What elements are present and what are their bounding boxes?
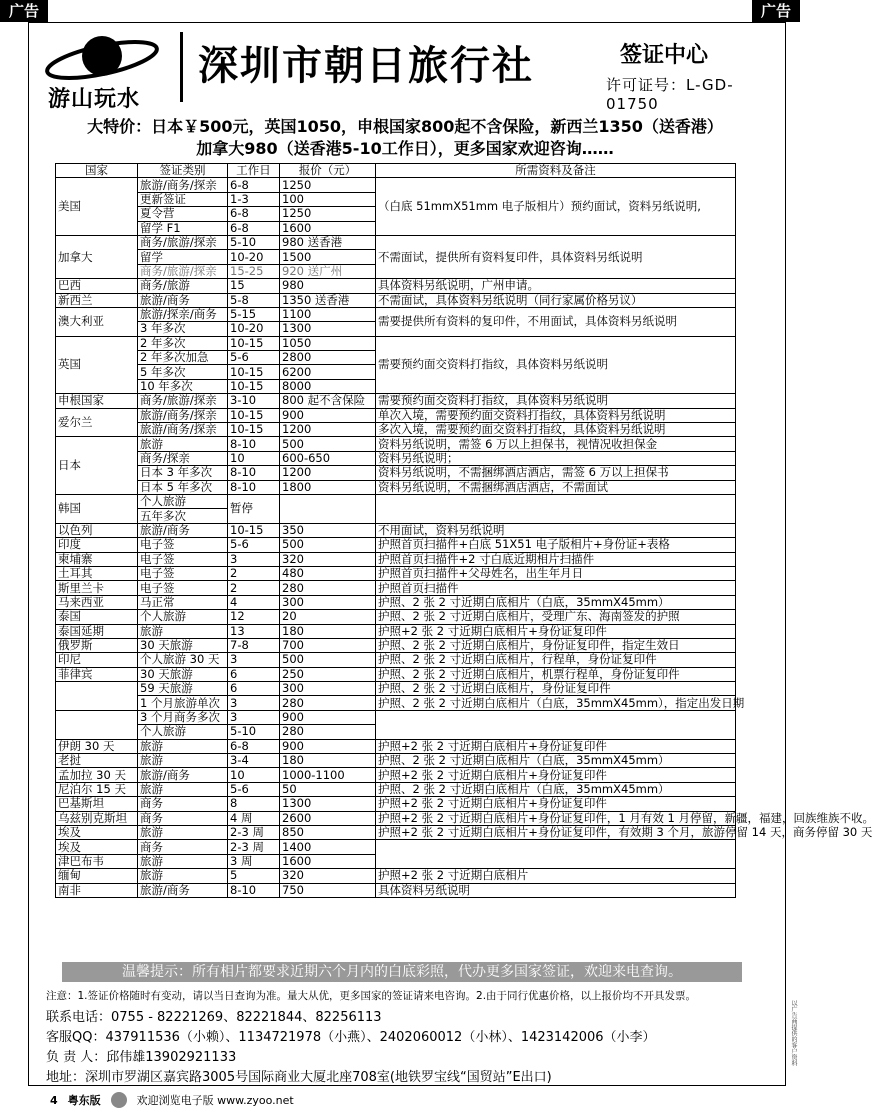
notes-cell: 护照首页扫描件	[376, 581, 736, 595]
visa-type-cell: 商务/探亲	[138, 451, 228, 465]
price-cell: 1600	[280, 221, 376, 235]
notes-cell: 护照+2 张 2 寸近期白底相片	[376, 869, 736, 883]
visa-type-cell: 马正常	[138, 595, 228, 609]
workdays-cell: 3-10	[228, 394, 280, 408]
page-footer	[50, 1092, 294, 1108]
table-row	[56, 307, 736, 321]
table-header-cell: 国家	[56, 164, 138, 178]
notes-cell: 资料另纸说明，不需捆绑酒店酒店，不需面试	[376, 480, 736, 494]
visa-type-cell: 个人旅游	[138, 494, 228, 508]
workdays-cell: 5-10	[228, 725, 280, 739]
visa-type-cell: 旅游	[138, 869, 228, 883]
table-body	[56, 177, 874, 898]
country-cell: 菲律宾	[56, 667, 138, 681]
table-row	[56, 235, 736, 249]
table-row	[56, 797, 736, 811]
workdays-cell: 3 周	[228, 854, 280, 868]
workdays-cell: 暂停	[228, 494, 280, 523]
price-cell: 900	[280, 739, 376, 753]
notes-cell: 具体资料另纸说明，广州申请。	[376, 279, 736, 293]
price-cell: 1200	[280, 423, 376, 437]
notes-cell: 护照首页扫描件+2 寸白底近期相片扫描件	[376, 552, 736, 566]
table-row	[56, 710, 736, 724]
workdays-cell: 5-15	[228, 307, 280, 321]
table-row	[56, 610, 736, 624]
notes-cell: 需要提供所有资料的复印件，不用面试，具体资料另纸说明	[376, 307, 736, 336]
notes-cell	[376, 710, 736, 739]
table-row	[56, 739, 736, 753]
price-cell: 320	[280, 869, 376, 883]
visa-type-cell: 旅游/商务	[138, 768, 228, 782]
contact-manager: 负 责 人：邱伟雄13902921133	[46, 1050, 237, 1065]
workdays-cell: 6	[228, 682, 280, 696]
price-cell: 250	[280, 667, 376, 681]
price-cell: 1100	[280, 307, 376, 321]
workdays-cell: 5-10	[228, 235, 280, 249]
price-cell: 920 送广州	[280, 264, 376, 278]
price-cell: 1300	[280, 322, 376, 336]
table-row	[56, 293, 736, 307]
notes-cell: 护照+2 张 2 寸近期白底相片+身份证复印件，有效期 3 个月，旅游停留 14 天，商务停留 30 天	[376, 825, 736, 839]
notes-cell	[376, 840, 736, 869]
table-row	[56, 408, 736, 422]
visa-type-cell: 旅游/商务/探亲	[138, 423, 228, 437]
table-header-cell: 所需资料及备注	[376, 164, 736, 178]
workdays-cell: 5-6	[228, 351, 280, 365]
country-cell: 日本	[56, 437, 138, 495]
table-row	[56, 840, 736, 854]
visa-type-cell: 商务/旅游/探亲	[138, 394, 228, 408]
price-cell: 280	[280, 581, 376, 595]
country-cell: 埃及	[56, 840, 138, 854]
price-cell: 1400	[280, 840, 376, 854]
price-cell: 280	[280, 696, 376, 710]
planet-logo-icon	[40, 28, 170, 88]
price-cell: 280	[280, 725, 376, 739]
workdays-cell: 2-3 周	[228, 840, 280, 854]
price-cell: 850	[280, 825, 376, 839]
visa-type-cell: 旅游/商务	[138, 883, 228, 897]
visa-type-cell: 2 年多次加急	[138, 351, 228, 365]
workdays-cell: 3-4	[228, 754, 280, 768]
country-cell: 俄罗斯	[56, 638, 138, 652]
workdays-cell: 6-8	[228, 739, 280, 753]
price-cell: 8000	[280, 379, 376, 393]
visa-type-cell: 旅游/商务	[138, 293, 228, 307]
visa-type-cell: 30 天旅游	[138, 667, 228, 681]
page-number: 4	[50, 1093, 58, 1107]
price-cell: 1500	[280, 250, 376, 264]
table-row	[56, 279, 736, 293]
table-row	[56, 869, 736, 883]
price-cell: 1800	[280, 480, 376, 494]
workdays-cell: 8-10	[228, 466, 280, 480]
price-cell: 100	[280, 192, 376, 206]
visa-type-cell: 3 年多次	[138, 322, 228, 336]
country-cell: 老挝	[56, 754, 138, 768]
workdays-cell: 8-10	[228, 437, 280, 451]
notes-cell: 护照、2 张 2 寸近期白底相片，身份证复印件，指定生效日	[376, 638, 736, 652]
header-divider	[180, 32, 183, 102]
table-row	[56, 653, 736, 667]
table-row	[56, 566, 736, 580]
price-cell: 1600	[280, 854, 376, 868]
table-row	[56, 682, 736, 696]
notes-cell: 资料另纸说明；	[376, 451, 736, 465]
workdays-cell: 10	[228, 451, 280, 465]
notes-cell: 护照+2 张 2 寸近期白底相片+身份证复印件	[376, 797, 736, 811]
visa-type-cell: 旅游/商务/探亲	[138, 178, 228, 192]
logo-text: 游山玩水	[48, 87, 141, 112]
visa-type-cell: 5 年多次	[138, 365, 228, 379]
price-cell: 20	[280, 610, 376, 624]
visa-type-cell: 商务	[138, 811, 228, 825]
country-cell: 加拿大	[56, 235, 138, 278]
country-cell: 南非	[56, 883, 138, 897]
notes-cell	[376, 494, 736, 523]
notes-cell: 具体资料另纸说明	[376, 883, 736, 897]
table-row	[56, 466, 736, 480]
country-cell: 泰国	[56, 610, 138, 624]
notes-cell: 单次入境，需要预约面交资料打指纹，具体资料另纸说明	[376, 408, 736, 422]
visa-type-cell: 电子签	[138, 538, 228, 552]
country-cell: 尼泊尔 15 天	[56, 782, 138, 796]
price-cell: 1200	[280, 466, 376, 480]
workdays-cell: 3	[228, 552, 280, 566]
visa-type-cell: 电子签	[138, 581, 228, 595]
contact-qq: 客服QQ：437911536（小赖）、1134721978（小燕）、2402060012（小林）、1423142006（小李）	[46, 1030, 656, 1045]
price-cell: 900	[280, 710, 376, 724]
ad-label-right: 广告	[752, 0, 800, 22]
visa-type-cell: 个人旅游	[138, 725, 228, 739]
price-cell: 1000-1100	[280, 768, 376, 782]
visa-type-cell: 旅游/商务/探亲	[138, 408, 228, 422]
visa-type-cell: 商务	[138, 840, 228, 854]
notes-cell: 护照、2 张 2 寸近期白底相片（白底，35mmX45mm），指定出发日期	[376, 696, 736, 710]
table-row	[56, 667, 736, 681]
notes-cell: 护照+2 张 2 寸近期白底相片+身份证复印件	[376, 624, 736, 638]
workdays-cell: 15-25	[228, 264, 280, 278]
table-row	[56, 782, 736, 796]
price-cell: 600-650	[280, 451, 376, 465]
visa-type-cell: 日本 5 年多次	[138, 480, 228, 494]
table-row	[56, 595, 736, 609]
visa-type-cell: 五年多次	[138, 509, 228, 523]
workdays-cell: 10-20	[228, 250, 280, 264]
price-cell: 700	[280, 638, 376, 652]
table-header-cell: 工作日	[228, 164, 280, 178]
workdays-cell: 6	[228, 667, 280, 681]
visa-type-cell: 旅游	[138, 437, 228, 451]
workdays-cell: 8-10	[228, 883, 280, 897]
price-cell: 900	[280, 408, 376, 422]
table-row	[56, 768, 736, 782]
country-cell: 乌兹别克斯坦	[56, 811, 138, 825]
workdays-cell: 10-15	[228, 365, 280, 379]
workdays-cell: 5	[228, 869, 280, 883]
country-cell: 以色列	[56, 523, 138, 537]
promo-line-2: 加拿大980（送香港5-10工作日），更多国家欢迎咨询……	[196, 139, 614, 158]
visa-type-cell: 旅游	[138, 754, 228, 768]
header	[40, 24, 780, 113]
country-cell: 马来西亚	[56, 595, 138, 609]
notes-cell: 护照+2 张 2 寸近期白底相片+身份证复印件	[376, 739, 736, 753]
notes-cell: 护照首页扫描件+父母姓名，出生年月日	[376, 566, 736, 580]
table-row	[56, 451, 736, 465]
visa-center-title: 签证中心	[620, 43, 709, 68]
notes-cell: 需要预约面交资料打指纹，具体资料另纸说明	[376, 394, 736, 408]
price-cell: 1250	[280, 178, 376, 192]
notes-cell: 护照+2 张 2 寸近期白底相片+身份证复印件	[376, 768, 736, 782]
table-header-cell: 报价（元）	[280, 164, 376, 178]
table-row	[56, 696, 736, 710]
notes-cell: 不用面试，资料另纸说明	[376, 523, 736, 537]
notes-cell: 资料另纸说明，不需捆绑酒店酒店，需签 6 万以上担保书	[376, 466, 736, 480]
visa-type-cell: 3 个月商务多次	[138, 710, 228, 724]
visa-type-cell: 个人旅游 30 天	[138, 653, 228, 667]
contact-phone: 联系电话：0755 - 82221269、82221844、82256113	[46, 1010, 382, 1025]
visa-type-cell: 旅游	[138, 782, 228, 796]
table-row	[56, 552, 736, 566]
visa-type-cell: 商务/旅游/探亲	[138, 235, 228, 249]
notes-cell: 需要预约面交资料打指纹，具体资料另纸说明	[376, 336, 736, 394]
table-row	[56, 336, 736, 350]
table-row	[56, 437, 736, 451]
workdays-cell: 5-6	[228, 782, 280, 796]
table-row	[56, 494, 736, 508]
workdays-cell: 3	[228, 653, 280, 667]
price-cell: 50	[280, 782, 376, 796]
country-cell: 津巴布韦	[56, 854, 138, 868]
company-name: 深圳市朝日旅行社	[198, 43, 534, 89]
side-note: 以广告商提供的客户资料	[790, 1000, 797, 1066]
visa-type-cell: 留学 F1	[138, 221, 228, 235]
table-row	[56, 638, 736, 652]
price-cell: 1050	[280, 336, 376, 350]
price-cell: 980	[280, 279, 376, 293]
notes-cell: 不需面试，提供所有资料复印件，具体资料另纸说明	[376, 235, 736, 278]
workdays-cell: 8-10	[228, 480, 280, 494]
workdays-cell: 6-8	[228, 207, 280, 221]
workdays-cell: 10	[228, 768, 280, 782]
table-row	[56, 624, 736, 638]
price-cell: 6200	[280, 365, 376, 379]
country-cell: 澳大利亚	[56, 307, 138, 336]
visa-type-cell: 商务/旅游	[138, 279, 228, 293]
notes-cell: 护照首页扫描件+白底 51X51 电子版相片+身份证+表格	[376, 538, 736, 552]
price-cell: 480	[280, 566, 376, 580]
notes-cell: 护照、2 张 2 寸近期白底相片，机票行程单，身份证复印件	[376, 667, 736, 681]
price-cell: 1300	[280, 797, 376, 811]
price-cell: 750	[280, 883, 376, 897]
price-cell: 350	[280, 523, 376, 537]
table-row	[56, 883, 736, 897]
visa-type-cell: 1 个月旅游单次	[138, 696, 228, 710]
visa-type-cell: 旅游	[138, 624, 228, 638]
visa-type-cell: 留学	[138, 250, 228, 264]
notes-cell: 护照、2 张 2 寸近期白底相片（白底，35mmX45mm）	[376, 754, 736, 768]
license-number: 许可证号：L-GD-01750	[606, 76, 734, 113]
visa-type-cell: 旅游	[138, 825, 228, 839]
notes-cell: 护照、2 张 2 寸近期白底相片，身份证复印件	[376, 682, 736, 696]
country-cell	[56, 710, 138, 739]
country-cell: 斯里兰卡	[56, 581, 138, 595]
visa-type-cell: 旅游	[138, 739, 228, 753]
notes-cell: 资料另纸说明，需签 6 万以上担保书，视情况收担保金	[376, 437, 736, 451]
country-cell: 爱尔兰	[56, 408, 138, 437]
visa-type-cell: 个人旅游	[138, 610, 228, 624]
table-row	[56, 754, 736, 768]
workdays-cell: 6-8	[228, 178, 280, 192]
visa-type-cell: 更新签证	[138, 192, 228, 206]
price-cell: 500	[280, 653, 376, 667]
price-cell: 500	[280, 538, 376, 552]
price-cell	[280, 494, 376, 523]
country-cell: 巴基斯坦	[56, 797, 138, 811]
warm-tip: 温馨提示：所有相片都要求近期六个月内的白底彩照，代办更多国家签证，欢迎来电查询。	[62, 962, 742, 982]
country-cell: 孟加拉 30 天	[56, 768, 138, 782]
country-cell: 柬埔寨	[56, 552, 138, 566]
notes-cell: 不需面试，具体资料另纸说明（同行家属价格另议）	[376, 293, 736, 307]
workdays-cell: 5-8	[228, 293, 280, 307]
table-header-cell: 签证类别	[138, 164, 228, 178]
logo	[40, 28, 170, 112]
table-row	[56, 423, 736, 437]
country-cell: 泰国延期	[56, 624, 138, 638]
visa-price-table	[55, 163, 874, 898]
workdays-cell: 10-20	[228, 322, 280, 336]
price-cell: 1250	[280, 207, 376, 221]
edition-badge-icon	[111, 1092, 127, 1108]
notes-cell: 护照、2 张 2 寸近期白底相片（白底，35mmX45mm）	[376, 782, 736, 796]
country-cell: 韩国	[56, 494, 138, 523]
workdays-cell: 10-15	[228, 523, 280, 537]
notes-cell: 护照、2 张 2 寸近期白底相片，受理广东、海南签发的护照	[376, 610, 736, 624]
workdays-cell: 10-15	[228, 423, 280, 437]
visa-type-cell: 旅游	[138, 854, 228, 868]
visa-type-cell: 2 年多次	[138, 336, 228, 350]
table-row	[56, 523, 736, 537]
price-cell: 800 起不含保险	[280, 394, 376, 408]
price-cell: 180	[280, 754, 376, 768]
visa-type-cell: 日本 3 年多次	[138, 466, 228, 480]
table-row	[56, 538, 736, 552]
visa-type-cell: 商务/旅游/探亲	[138, 264, 228, 278]
table-row	[56, 480, 736, 494]
country-cell: 缅甸	[56, 869, 138, 883]
workdays-cell: 13	[228, 624, 280, 638]
workdays-cell: 6-8	[228, 221, 280, 235]
country-cell: 伊朗 30 天	[56, 739, 138, 753]
notes-cell: 护照、2 张 2 寸近期白底相片（白底，35mmX45mm）	[376, 595, 736, 609]
visa-type-cell: 商务	[138, 797, 228, 811]
workdays-cell: 7-8	[228, 638, 280, 652]
visa-type-cell: 夏令营	[138, 207, 228, 221]
table-row	[56, 825, 736, 839]
workdays-cell: 4 周	[228, 811, 280, 825]
price-cell: 320	[280, 552, 376, 566]
country-cell: 埃及	[56, 825, 138, 839]
workdays-cell: 1-3	[228, 192, 280, 206]
country-cell: 印尼	[56, 653, 138, 667]
table-row	[56, 581, 736, 595]
workdays-cell: 2-3 周	[228, 825, 280, 839]
notes-cell: 多次入境，需要预约面交资料打指纹，具体资料另纸说明	[376, 423, 736, 437]
notes-cell: （白底 51mmX51mm 电子版相片）预约面试，资料另纸说明,	[376, 178, 736, 236]
ad-label-left: 广告	[0, 0, 48, 22]
price-cell: 180	[280, 624, 376, 638]
table-header-row	[56, 164, 736, 178]
notes-cell: 护照+2 张 2 寸近期白底相片+身份证复印件，1 月有效 1 月停留，新疆，福建，回族维族不收。	[376, 811, 736, 825]
workdays-cell: 3	[228, 710, 280, 724]
visa-type-cell: 电子签	[138, 552, 228, 566]
notes-cell: 护照、2 张 2 寸近期白底相片，行程单，身份证复印件	[376, 653, 736, 667]
workdays-cell: 4	[228, 595, 280, 609]
country-cell: 土耳其	[56, 566, 138, 580]
country-cell: 英国	[56, 336, 138, 394]
workdays-cell: 5-6	[228, 538, 280, 552]
workdays-cell: 10-15	[228, 336, 280, 350]
promo	[40, 116, 770, 160]
price-cell: 500	[280, 437, 376, 451]
workdays-cell: 3	[228, 696, 280, 710]
table-row	[56, 394, 736, 408]
visa-type-cell: 旅游/商务	[138, 523, 228, 537]
country-cell: 巴西	[56, 279, 138, 293]
table-row	[56, 178, 736, 192]
workdays-cell: 12	[228, 610, 280, 624]
visa-type-cell: 10 年多次	[138, 379, 228, 393]
edition-label: 粤东版	[67, 1094, 101, 1107]
country-cell	[56, 682, 138, 711]
visa-type-cell: 旅游/探亲/商务	[138, 307, 228, 321]
price-cell: 300	[280, 682, 376, 696]
workdays-cell: 2	[228, 581, 280, 595]
country-cell: 印度	[56, 538, 138, 552]
price-cell: 2800	[280, 351, 376, 365]
contact-address: 地址：深圳市罗湖区嘉宾路3005号国际商业大厦北座708室(地铁罗宝线“国贸站”E出口)	[46, 1070, 552, 1085]
price-cell: 980 送香港	[280, 235, 376, 249]
workdays-cell: 15	[228, 279, 280, 293]
workdays-cell: 8	[228, 797, 280, 811]
country-cell: 美国	[56, 178, 138, 236]
country-cell: 新西兰	[56, 293, 138, 307]
promo-line-1: 大特价：日本￥500元，英国1050，申根国家800起不含保险，新西兰1350（送香港）	[87, 117, 723, 136]
visa-type-cell: 59 天旅游	[138, 682, 228, 696]
workdays-cell: 2	[228, 566, 280, 580]
visa-type-cell: 电子签	[138, 566, 228, 580]
country-cell: 申根国家	[56, 394, 138, 408]
workdays-cell: 10-15	[228, 408, 280, 422]
footnote: 注意：1.签证价格随时有变动，请以当日查询为准。量大从优，更多国家的签证请来电咨询。2.由于同行优惠价格，以上报价均不开具发票。	[46, 990, 697, 1002]
price-cell: 1350 送香港	[280, 293, 376, 307]
price-cell: 300	[280, 595, 376, 609]
visa-type-cell: 30 天旅游	[138, 638, 228, 652]
website-text: 欢迎浏览电子版 www.zyoo.net	[136, 1094, 294, 1107]
price-cell: 2600	[280, 811, 376, 825]
table-row	[56, 811, 736, 825]
workdays-cell: 10-15	[228, 379, 280, 393]
